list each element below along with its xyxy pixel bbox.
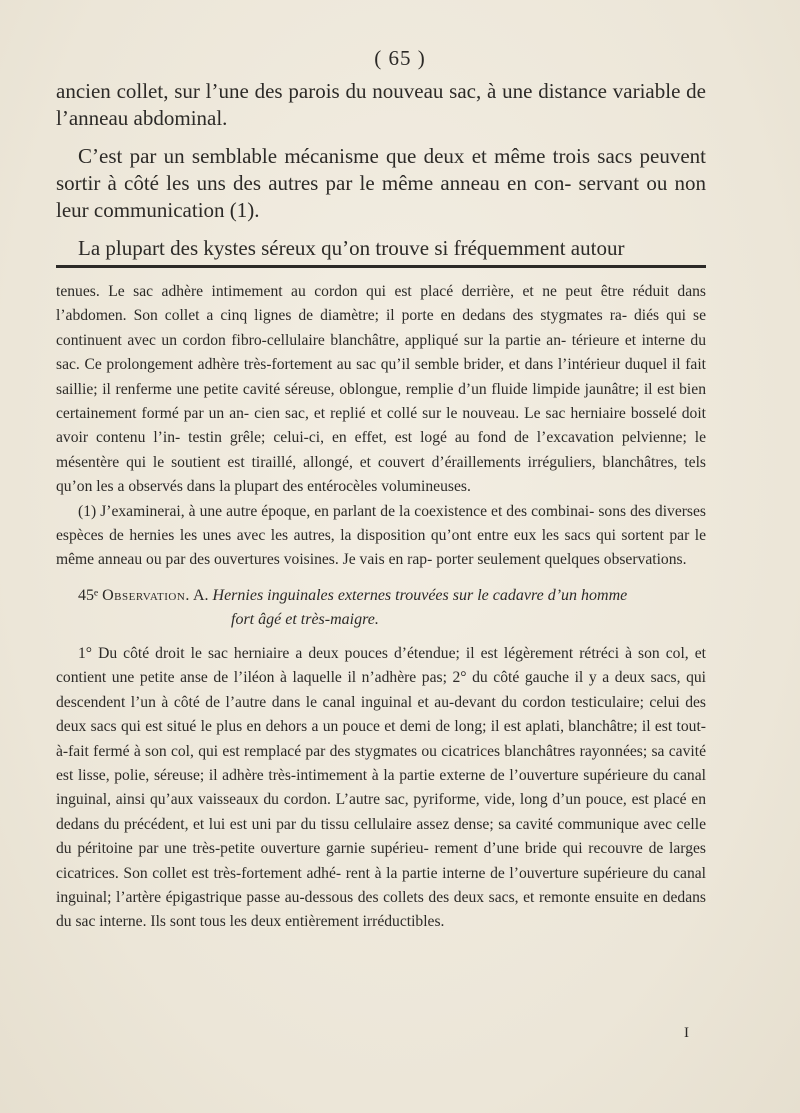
footnote-continuation: tenues. Le sac adhère intimement au cordon qui est placé derrière, et ne peut être réduit dans l’abdomen. Son collet a cinq lignes de diamètre; il porte en dedans des stygmates ra- diés qui se continuent avec un cordon fibro-cellulaire blanchâtre, appliqué sur la partie an- térieure et interne du sac. Ce prolongement adhère très-fortement au sac qu’il semble brider, et dans l’intérieur duquel il fait saillie; il renferme une petite cavité séreuse, oblongue, remplie d’un fluide limpide jaunâtre; il est bien certainement formé par un an- cien sac, et replié et collé sur le nouveau. Le sac herniaire bosselé doit avoir contenu l’in- testin grêle; celui-ci, en effet, est logé au fond de l’excavation pelvienne; le mésentère qui le soutient est tiraillé, allongé, et couvert d’éraillements irréguliers, blanchâtres, tels qu’on les a observés dans la plupart des entérocèles volumineuses. — [56, 283, 706, 496]
observation-title-line-1: Hernies inguinales externes trouvées sur le cadavre d’un homme — [212, 586, 628, 604]
footnotes — [56, 280, 706, 935]
main-paragraph-1: ancien collet, sur l’une des parois du nouveau sac, à une distance variable de l’anneau abdominal. — [56, 79, 706, 130]
observation-title-line-2: fort âgé et très-maigre. — [231, 610, 379, 628]
main-paragraph-3: La plupart des kystes séreux qu’on trouve si fréquemment autour — [78, 236, 625, 260]
observation-number: 45ᵉ — [78, 586, 99, 604]
page-number: ( 65 ) — [374, 46, 426, 70]
main-text — [56, 78, 706, 262]
observation-letter: A. — [192, 586, 209, 604]
signature-mark: I — [684, 1025, 689, 1041]
observation-text: 1° Du côté droit le sac herniaire a deux pouces d’étendue; il est légèrement rétréci à son col, et contient une petite anse de l’iléon à laquelle il n’adhère pas; 2° du côté gauche il y a deux sacs, qui descendent l’un à côté de l’autre dans le canal inguinal et au-devant du cordon testiculaire; celui des deux sacs qui est situé le plus en dehors a un pouce et demi de long; il est aplati, blanchâtre; il est tout-à-fait fermé à son col, qui est remplacé par des stygmates ou cicatrices blanchâtres rayonnées; sa cavité est lisse, polie, séreuse; il adhère très-intimement à la partie externe de l’ouverture supérieure du canal inguinal, ainsi qu’aux vaisseaux du cordon. L’autre sac, pyriforme, vide, long d’un pouce, est placé en dedans du précédent, et lui est uni par du tissu cellulaire assez dense; sa cavité communique avec celle du péritoine par une très-petite ouverture garnie supérieu- rement d’une bride qui recouvre de larges cicatrices. Son collet est très-fortement adhé- rent à la partie interne de l’ouverture supérieure du canal inguinal; l’artère épigastrique passe au-dessous des collets des deux sacs, et remonte ensuite en dedans du sac interne. Ils sont tous les deux entièrement irréductibles. — [56, 644, 706, 931]
observation-heading — [56, 583, 706, 608]
observation-label: Observation. — [102, 586, 190, 604]
footnote-1: (1) J’examinerai, à une autre époque, en parlant de la coexistence et des combinai- sons des diverses espèces de hernies les unes avec les autres, la disposition qu’ont entre eux les sacs qui sortent par le même anneau ou par des ouvertures voisines. Je vais en rap- porter seulement quelques observations. — [56, 502, 706, 569]
footnote-rule — [56, 265, 706, 268]
main-paragraph-2: C’est par un semblable mécanisme que deux et même trois sacs peuvent sortir à côté les uns des autres par le même anneau en con- servant ou non leur communication (1). — [56, 144, 706, 222]
